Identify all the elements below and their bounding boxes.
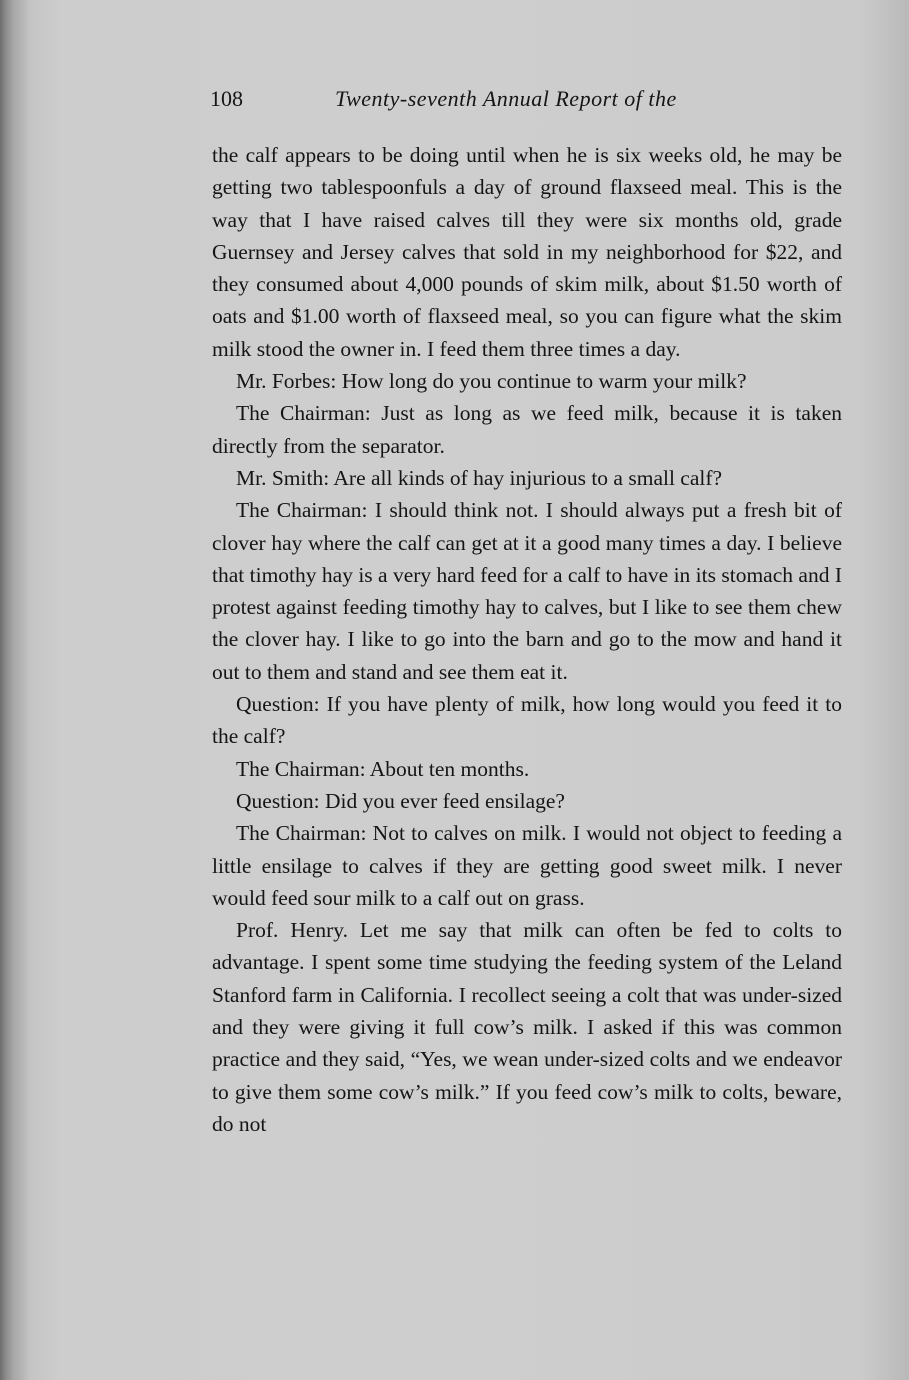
paragraph: The Chairman: I should think not. I should always put a fresh bit of clover hay where the calf can get at it a good many times a day. I believe that timothy hay is a very hard feed for a calf to have in its stomach and I protest against feeding timothy hay to calves, but I like to see them chew the clover hay. I like to go into the barn and go to the mow and hand it out to them and stand and see them eat it.: [212, 498, 842, 684]
running-head: Twenty-seventh Annual Report of the: [335, 86, 677, 111]
paragraph: Prof. Henry. Let me say that milk can often be fed to colts to advantage. I spent some time studying the feeding system of the Leland Stanford farm in California. I recollect seeing a colt that was under-sized and they were giving it full cow’s milk. I asked if this was common practice and they said, “Yes, we wean under-sized colts and we endeavor to give them some cow’s milk.” If you feed cow’s milk to colts, beware, do not: [212, 918, 842, 1136]
body-text: [212, 139, 842, 1140]
paragraph-continued: the calf appears to be doing until when he is six weeks old, he may be getting two tablespoonfuls a day of ground flaxseed meal. This is the way that I have raised calves till they were six months old, grade Guernsey and Jersey calves that sold in my neighborhood for $22, and they consumed about 4,000 pounds of skim milk, about $1.50 worth of oats and $1.00 worth of flaxseed meal, so you can figure what the skim milk stood the owner in. I feed them three times a day.: [212, 143, 842, 361]
paragraph: The Chairman: About ten months.: [236, 756, 530, 781]
paragraph: The Chairman: Just as long as we feed milk, because it is taken directly from the separator.: [212, 401, 842, 458]
paragraph: Mr. Forbes: How long do you continue to warm your milk?: [236, 369, 747, 394]
paragraph: Mr. Smith: Are all kinds of hay injurious to a small calf?: [236, 465, 723, 490]
page-number: 108: [210, 86, 243, 111]
paragraph: The Chairman: Not to calves on milk. I would not object to feeding a little ensilage to calves if they are getting good sweet milk. I never would feed sour milk to a calf out on grass.: [212, 821, 842, 910]
paragraph: Question: If you have plenty of milk, how long would you feed it to the calf?: [212, 692, 842, 749]
paragraph: Question: Did you ever feed ensilage?: [236, 788, 565, 813]
page-header: [210, 86, 850, 126]
page-binding-edge: [0, 0, 30, 1380]
